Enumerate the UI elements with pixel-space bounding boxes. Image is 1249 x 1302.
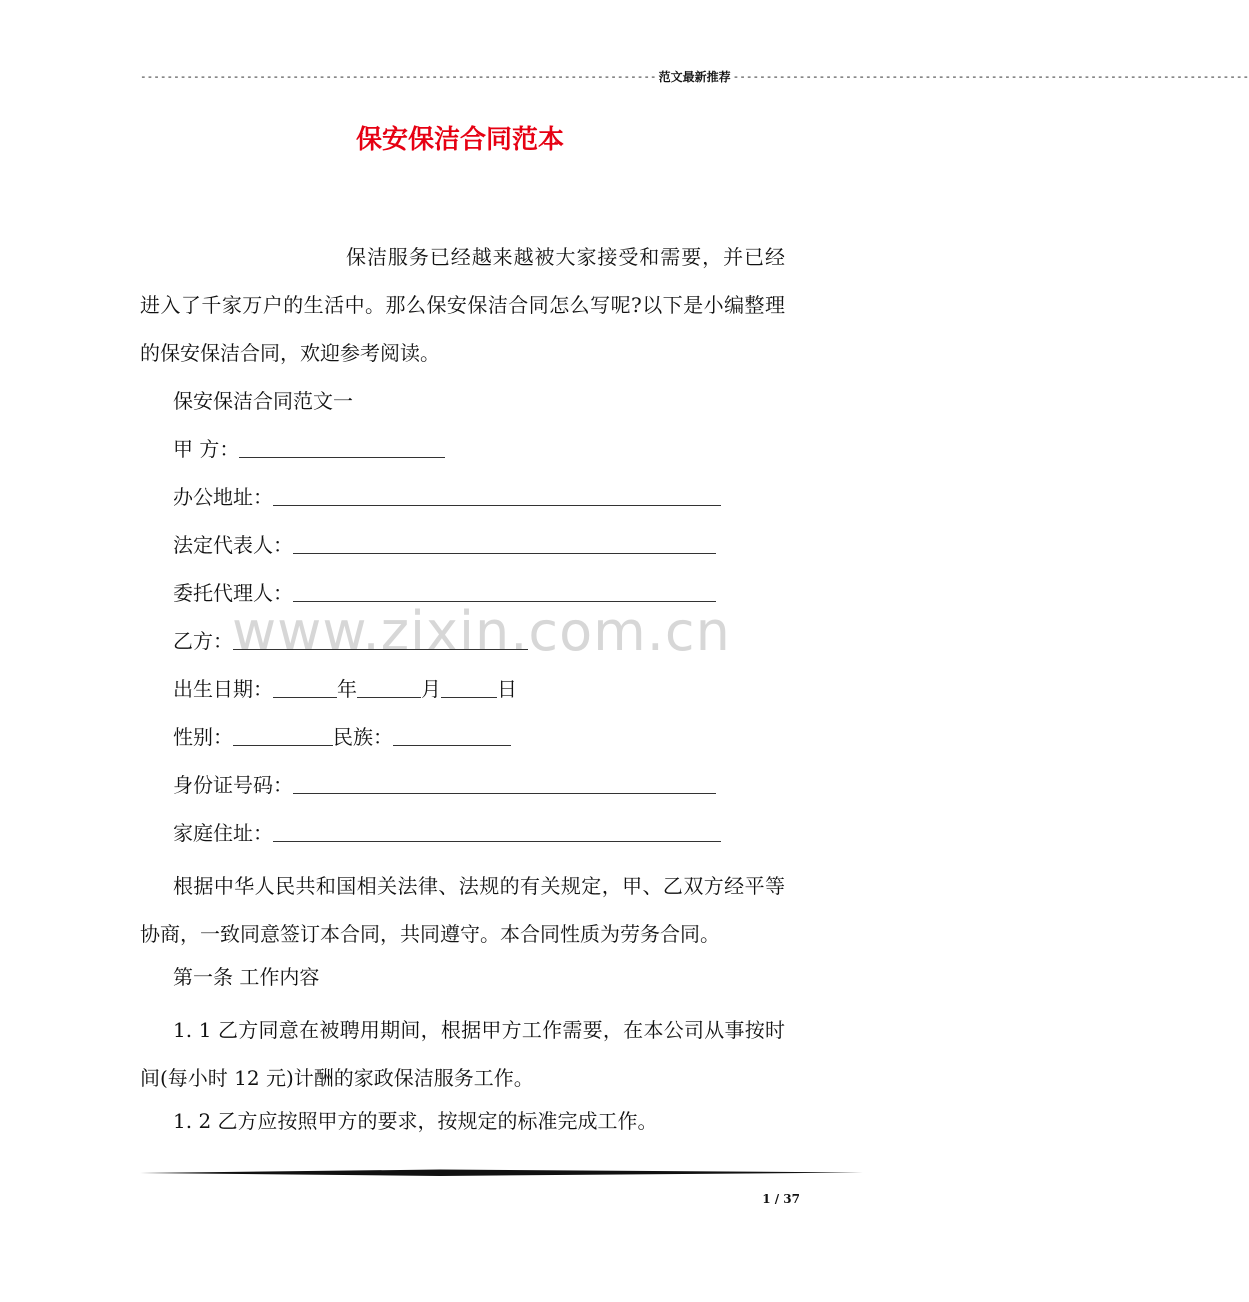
ethnicity-blank[interactable] (393, 725, 511, 746)
office-address-blank[interactable] (273, 485, 721, 506)
month-label: 月 (421, 677, 441, 701)
article1-title: 第一条 工作内容 (173, 965, 320, 989)
clause-intro: 根据中华人民共和国相关法律、法规的有关规定，甲、乙双方经平等协商，一致同意签订本合同，共同遵守。本合同性质为劳务合同。 (140, 874, 785, 946)
field-gender-label: 性别： (173, 725, 233, 749)
document-title: 保安保洁合同范本 (355, 125, 564, 155)
header-dashes-right: ------------------------------------------------------------------------------ (732, 70, 1249, 83)
page-number: 1 / 37 (762, 1192, 800, 1206)
field-party-b-label: 乙方： (173, 629, 233, 653)
section-title: 保安保洁合同范文一 (173, 389, 353, 413)
birth-day-blank[interactable] (441, 677, 497, 698)
field-birth-date (173, 674, 517, 704)
footer-rule (140, 1168, 863, 1177)
legal-rep-blank[interactable] (293, 533, 716, 554)
field-party-b (173, 626, 528, 656)
birth-year-blank[interactable] (273, 677, 337, 698)
party-b-blank[interactable] (233, 629, 528, 650)
field-id-number-label: 身份证号码： (173, 773, 293, 797)
header-dashes-left: ------------------------------------------------------------------------------ (140, 70, 657, 83)
header-text: 范文最新推荐 (658, 70, 731, 84)
field-ethnicity-label: 民族： (333, 725, 393, 749)
party-a-blank[interactable] (239, 437, 445, 458)
article1-1: 1. 1 乙方同意在被聘用期间，根据甲方工作需要，在本公司从事按时间(每小时 12 元)计酬的家政保洁服务工作。 (140, 1018, 785, 1090)
agent-blank[interactable] (293, 581, 716, 602)
field-home-address-label: 家庭住址： (173, 821, 273, 845)
year-label: 年 (337, 677, 357, 701)
field-legal-rep-label: 法定代表人： (173, 533, 293, 557)
intro-paragraph: 保洁服务已经越来越被大家接受和需要，并已经进入了千家万户的生活中。那么保安保洁合同怎么写呢?以下是小编整理的保安保洁合同，欢迎参考阅读。 (140, 245, 785, 365)
gender-blank[interactable] (233, 725, 333, 746)
field-party-a-label: 甲 方： (173, 437, 240, 461)
home-address-blank[interactable] (273, 821, 721, 842)
day-label: 日 (497, 677, 517, 701)
field-home-address (173, 818, 721, 848)
id-number-blank[interactable] (293, 773, 716, 794)
article1-2: 1. 2 乙方应按照甲方的要求，按规定的标准完成工作。 (173, 1109, 658, 1133)
field-office-address (173, 482, 721, 512)
field-agent-label: 委托代理人： (173, 581, 293, 605)
field-office-address-label: 办公地址： (173, 485, 273, 509)
field-party-a (173, 434, 445, 464)
field-agent (173, 578, 716, 608)
field-gender-ethnicity (173, 722, 511, 752)
field-birth-date-label: 出生日期： (173, 677, 273, 701)
page-header (140, 68, 1249, 86)
field-legal-rep (173, 530, 716, 560)
watermark: www.zixin.com.cn (232, 600, 731, 663)
field-id-number (173, 770, 716, 800)
birth-month-blank[interactable] (357, 677, 421, 698)
